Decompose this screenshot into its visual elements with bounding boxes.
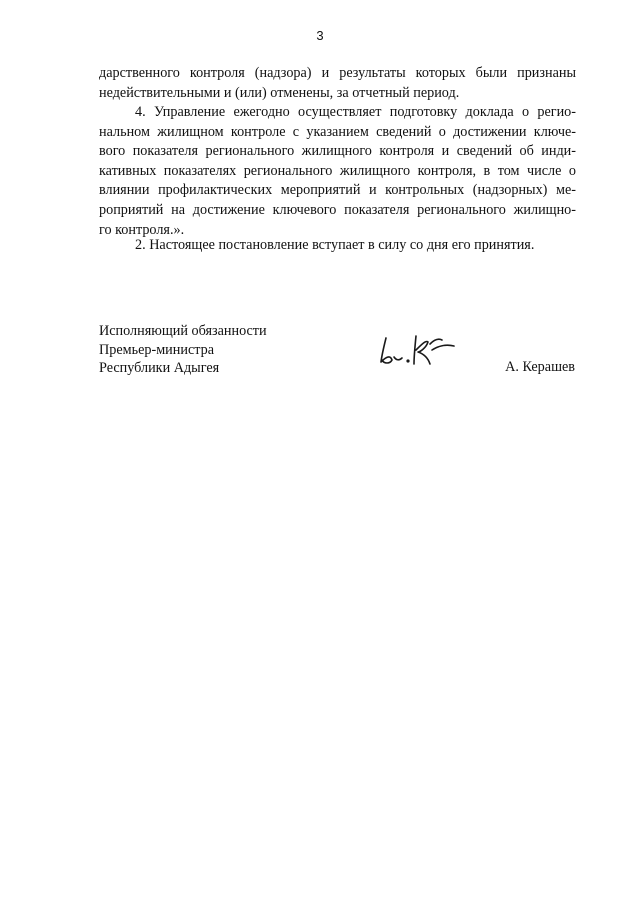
text-line: роприятий на достижение ключевого показателя регионального жилищно-: [99, 201, 576, 218]
text-line: кативных показателях регионального жилищного контроля, в том числе о: [99, 162, 576, 179]
signatory-name: А. Керашев: [505, 359, 575, 375]
paragraph-2: 2. Настоящее постановление вступает в силу со дня его принятия.: [135, 237, 535, 253]
text-line: дарственного контроля (надзора) и результаты которых были признаны: [99, 65, 576, 81]
text-line: влиянии профилактических мероприятий и контрольных (надзорных) ме-: [99, 182, 576, 199]
continuation-paragraph: [99, 64, 576, 103]
handwritten-signature: [372, 330, 462, 370]
text-line: 4. Управление ежегодно осуществляет подготовку доклада о регио-: [135, 104, 576, 120]
text-line: го контроля.».: [99, 221, 185, 238]
paragraph-4: [99, 103, 576, 240]
page-number: 3: [316, 28, 324, 43]
signatory-position-line: Республики Адыгея: [99, 360, 220, 376]
text-line: нальном жилищном контроле с указанием сведений о достижении ключе-: [99, 123, 576, 140]
signatory-position-line: Премьер-министра: [99, 341, 215, 358]
signatory-position: [99, 322, 267, 378]
text-line: недействительными и (или) отменены, за отчетный период.: [99, 84, 460, 101]
signatory-position-line: Исполняющий обязанности: [99, 323, 267, 339]
text-line: вого показателя регионального жилищного контроля и сведений об инди-: [99, 143, 576, 160]
